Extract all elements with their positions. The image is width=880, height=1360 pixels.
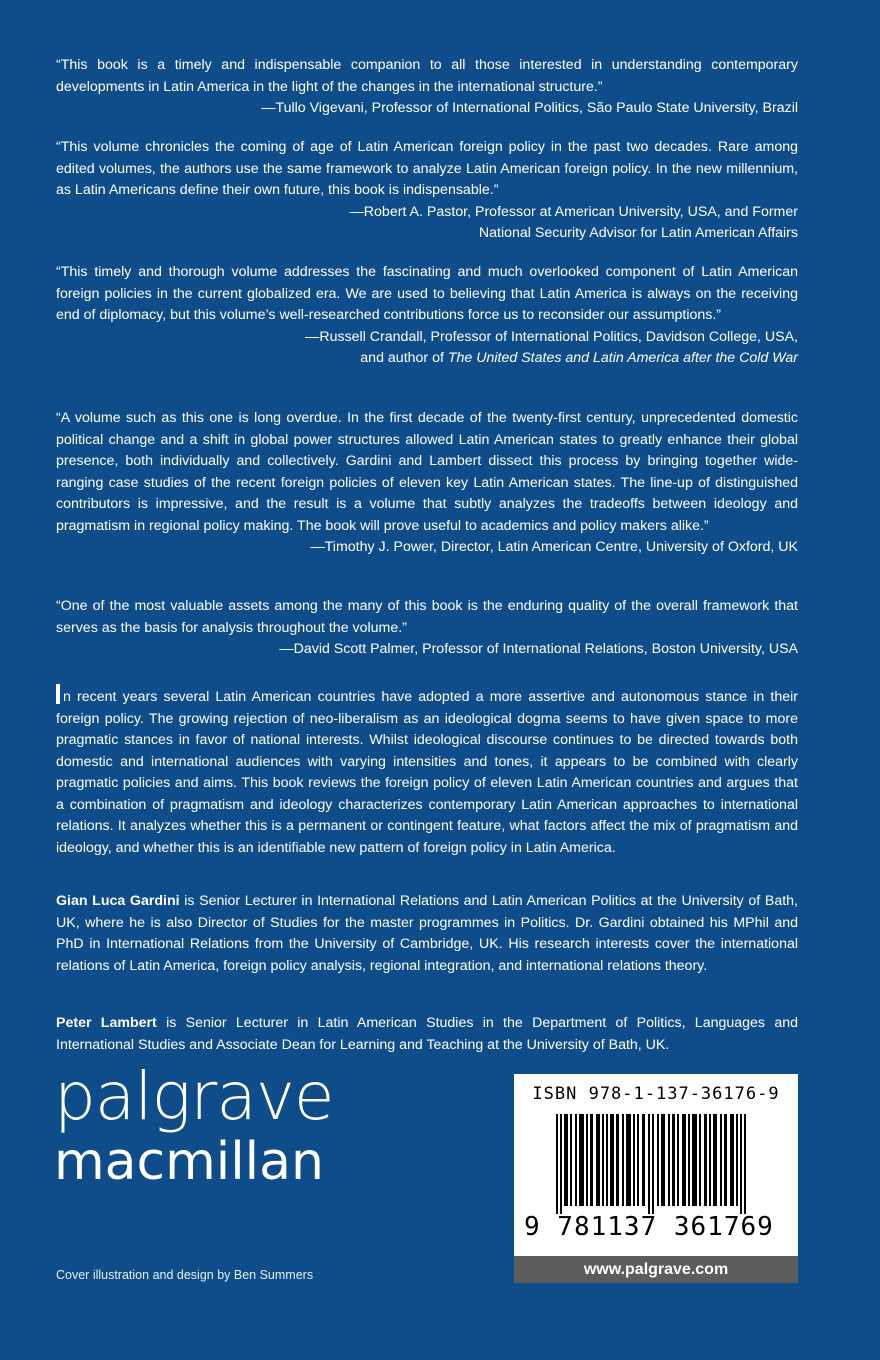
endorsement-3 bbox=[56, 262, 798, 370]
cover-credit: Cover illustration and design by Ben Summers bbox=[56, 1268, 314, 1282]
barcode-digits: 9 781137 361769 bbox=[524, 1212, 774, 1242]
endorsement-attribution-cont: National Security Advisor for Latin American Affairs bbox=[478, 225, 798, 241]
endorsement-attribution: —Tullo Vigevani, Professor of International Politics, São Paulo State University, Brazil bbox=[261, 100, 798, 116]
publisher-logo bbox=[54, 1060, 334, 1190]
author-name: Peter Lambert bbox=[56, 1015, 157, 1031]
attribution-prefix: and author of bbox=[360, 350, 448, 366]
endorsement-text: “This volume chronicles the coming of age of Latin American foreign policy in the past two decades. Rare among edited volumes, the authors use the same framework to analyze Latin American foreign policy. In the new millennium, as Latin Americans define their own future, this book is indispensable.” bbox=[56, 139, 798, 198]
endorsement-2 bbox=[56, 137, 798, 245]
endorsement-text: “This timely and thorough volume addresses the fascinating and much overlooked component of Latin American foreign policies in the current globalized era. We are used to believing that Latin America is always on the receiving end of diplomacy, but this volume’s well-researched contributions force us to reconsider our assumptions.” bbox=[56, 264, 798, 323]
endorsement-text: “A volume such as this one is long overdue. In the first decade of the twenty-first century, unprecedented domestic political change and a shift in global power structures allowed Latin American states to greatly enhance their global presence, both individually and collectively. Gardini and Lambert dissect this process by bringing together wide-ranging case studies of the recent foreign policies of eleven key Latin American states. The line-up of distinguished contributors is impressive, and the result is a volume that subtly analyzes the tradeoffs between ideology and pragmatism in regional policy making. The book will prove useful to academics and policy makers alike.” bbox=[56, 410, 798, 534]
endorsement-1 bbox=[56, 55, 798, 120]
author-bio-lambert bbox=[56, 1013, 798, 1056]
drop-cap-bar bbox=[56, 684, 60, 704]
author-bio-text: is Senior Lecturer in Latin American Studies in the Department of Politics, Languages and International Studies and Associate Dean for Learning and Teaching at the University of Bath, UK. bbox=[56, 1015, 798, 1053]
endorsement-4 bbox=[56, 408, 798, 559]
endorsement-attribution-cont bbox=[56, 348, 798, 370]
logo-line-palgrave: palgrave bbox=[54, 1058, 334, 1135]
logo-line-macmillan: macmillan bbox=[54, 1132, 324, 1192]
barcode-icon bbox=[534, 1114, 778, 1214]
endorsement-attribution: —Timothy J. Power, Director, Latin American Centre, University of Oxford, UK bbox=[310, 539, 798, 555]
author-name: Gian Luca Gardini bbox=[56, 893, 180, 909]
author-bio-gardini bbox=[56, 891, 798, 977]
endorsement-attribution: —David Scott Palmer, Professor of International Relations, Boston University, USA bbox=[279, 641, 798, 657]
endorsement-text: “One of the most valuable assets among the many of this book is the enduring quality of the overall framework that serves as the basis for analysis throughout the volume.” bbox=[56, 598, 798, 636]
cited-book-title: The United States and Latin America after the Cold War bbox=[447, 350, 798, 366]
publisher-url[interactable]: www.palgrave.com bbox=[514, 1256, 798, 1283]
isbn-label: ISBN 978-1-137-36176-9 bbox=[532, 1084, 780, 1104]
isbn-barcode-panel bbox=[514, 1074, 798, 1256]
endorsement-text: “This book is a timely and indispensable companion to all those interested in understanding contemporary developments in Latin America in the light of the changes in the international structure.” bbox=[56, 57, 798, 95]
description-text: n recent years several Latin American countries have adopted a more assertive and autonomous stance in their foreign policy. The growing rejection of neo-liberalism as an ideological dogma seems to have given space to more pragmatic stances in favor of national interests. Whilst ideological discourse continues to be directed towards both domestic and international audiences with varying intensities and tones, it appears to be combined with clearly pragmatic policies and aims. This book reviews the foreign policy of eleven Latin American countries and argues that a combination of pragmatism and ideology characterizes contemporary Latin American approaches to international relations. It analyzes whether this is a permanent or contingent feature, what factors affect the mix of pragmatism and ideology, and whether this is an identifiable new pattern of foreign policy in Latin America. bbox=[56, 689, 798, 856]
endorsement-5 bbox=[56, 596, 798, 661]
book-description bbox=[56, 684, 798, 859]
endorsement-attribution: —Russell Crandall, Professor of International Politics, Davidson College, USA, bbox=[305, 328, 798, 345]
author-bio-text: is Senior Lecturer in International Relations and Latin American Politics at the University of Bath, UK, where he is also Director of Studies for the master programmes in Politics. Dr. Gardini obtained his MPhil and PhD in International Relations from the University of Cambridge, UK. His research interests cover the international relations of Latin America, foreign policy analysis, regional integration, and international relations theory. bbox=[56, 893, 799, 974]
endorsement-attribution: —Robert A. Pastor, Professor at American University, USA, and Former bbox=[349, 203, 798, 220]
